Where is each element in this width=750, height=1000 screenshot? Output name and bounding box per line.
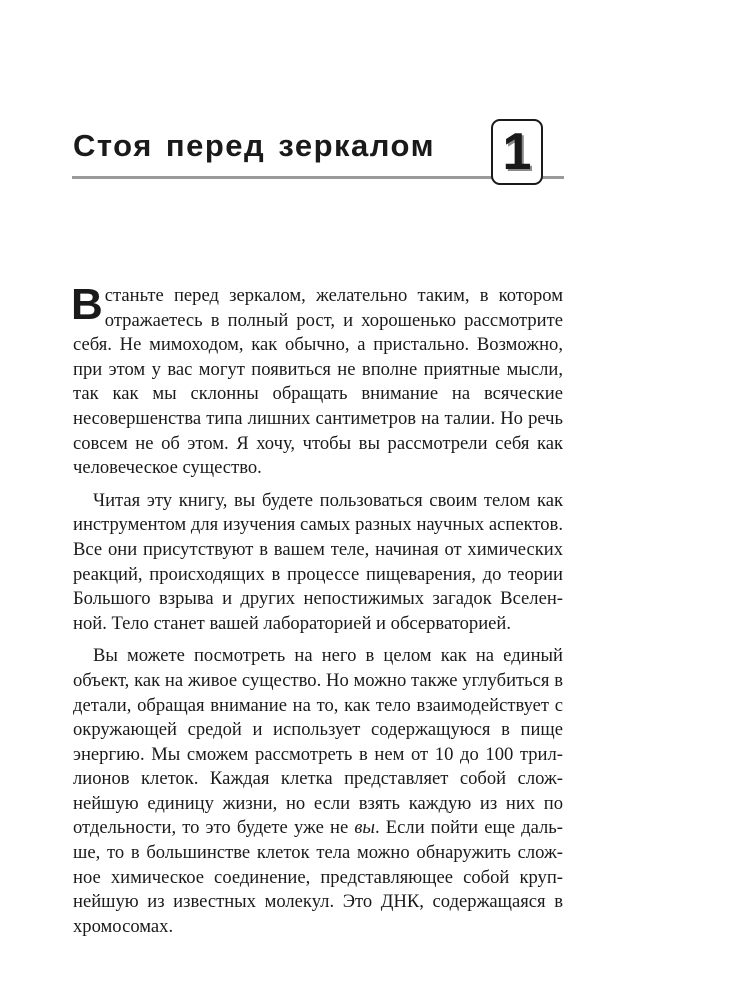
chapter-number: 1	[502, 123, 532, 181]
chapter-title: Стоя перед зеркалом	[73, 128, 435, 163]
paragraph-3	[73, 644, 563, 939]
paragraph-3-text-a: Вы можете посмотреть на него в целом как на единый объект, как на живое существо. Но можно также углубиться в детали, обращая внимание на то, как тело взаимодействует с окружающей средой и использует содержащуюся в пище энергию. Мы сможем рассмотреть в нем от 10 до 100 триллионов клеток. Каждая клетка представляет собой сложнейшую единицу жизни, но если взять каждую из них по отдельности, то это будете уже не	[73, 645, 563, 839]
paragraph-1-text: станьте перед зеркалом, желательно таким, в котором отражаетесь в полный рост, и хорошенько рассмотрите себя. Не мимоходом, как обычно, а пристально. Возможно, при этом у вас могут появиться не вполне приятные мысли, так как мы склонны обращать внимание на всяческие несовершенства типа лишних сантиметров на талии. Но речь совсем не об этом. Я хочу, чтобы вы рассмотрели себя как человеческое существо.	[73, 285, 563, 479]
paragraph-3-text-b: . Если пойти еще дальше, то в большинстве клеток тела можно обнаружить сложное химическое соединение, представляющее собой крупнейшую из известных молекул. Это ДНК, содержащаяся в хромосомах.	[73, 817, 563, 937]
chapter-number-box	[491, 119, 543, 185]
paragraph-2: Читая эту книгу, вы будете пользоваться своим телом как инструментом для изучения самых разных научных аспектов. Все они присутствуют в вашем теле, начиная от химических реакций, происходящих в процессе пищеварения, до теории Большого взрыва и других непостижимых загадок Вселенной. Тело станет вашей лабораторией и обсерваторией.	[73, 489, 563, 634]
drop-cap: В	[71, 280, 103, 329]
body-text	[71, 280, 563, 939]
paragraph-1	[71, 280, 563, 481]
paragraph-3-italic: вы	[354, 817, 376, 839]
